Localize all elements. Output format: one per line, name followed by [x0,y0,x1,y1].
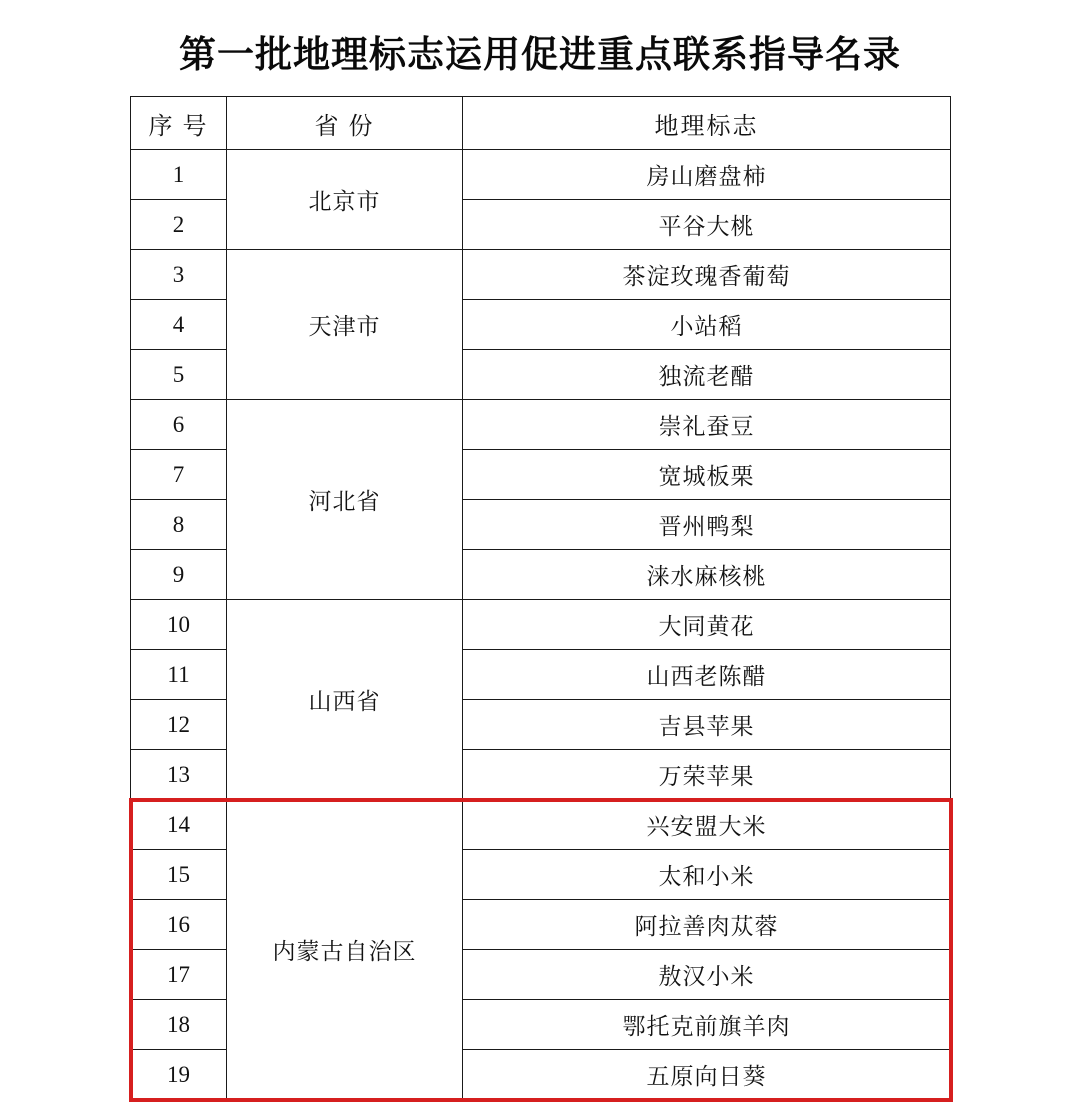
cell-index: 18 [131,1000,227,1050]
cell-geographical-indication: 五原向日葵 [463,1050,951,1100]
cell-index: 5 [131,350,227,400]
cell-index: 7 [131,450,227,500]
table-header-row [131,97,951,150]
cell-geographical-indication: 崇礼蚕豆 [463,400,951,450]
cell-geographical-indication: 敖汉小米 [463,950,951,1000]
table-container [130,96,950,1100]
cell-geographical-indication: 宽城板栗 [463,450,951,500]
cell-province: 北京市 [227,150,463,250]
cell-index: 16 [131,900,227,950]
cell-geographical-indication: 房山磨盘柿 [463,150,951,200]
column-header-gi: 地理标志 [463,97,951,150]
cell-index: 6 [131,400,227,450]
cell-index: 4 [131,300,227,350]
cell-geographical-indication: 鄂托克前旗羊肉 [463,1000,951,1050]
cell-index: 3 [131,250,227,300]
page-title: 第一批地理标志运用促进重点联系指导名录 [179,35,901,76]
cell-index: 15 [131,850,227,900]
cell-geographical-indication: 太和小米 [463,850,951,900]
table-header [131,97,951,150]
cell-index: 11 [131,650,227,700]
table-body [131,150,951,1100]
cell-index: 14 [131,800,227,850]
cell-province: 天津市 [227,250,463,400]
cell-index: 1 [131,150,227,200]
cell-index: 10 [131,600,227,650]
cell-geographical-indication: 独流老醋 [463,350,951,400]
cell-index: 12 [131,700,227,750]
cell-index: 19 [131,1050,227,1100]
table-row [131,250,951,300]
cell-geographical-indication: 万荣苹果 [463,750,951,800]
cell-province: 内蒙古自治区 [227,800,463,1100]
geographical-indication-table [130,96,951,1100]
cell-geographical-indication: 山西老陈醋 [463,650,951,700]
cell-province: 山西省 [227,600,463,800]
cell-geographical-indication: 平谷大桃 [463,200,951,250]
column-header-province: 省 份 [227,97,463,150]
table-row [131,400,951,450]
cell-geographical-indication: 小站稻 [463,300,951,350]
cell-index: 8 [131,500,227,550]
document-page [0,24,1080,1104]
cell-index: 17 [131,950,227,1000]
column-header-index: 序 号 [131,97,227,150]
table-row [131,800,951,850]
table-row [131,600,951,650]
cell-index: 13 [131,750,227,800]
cell-index: 9 [131,550,227,600]
cell-province: 河北省 [227,400,463,600]
table-row [131,150,951,200]
cell-geographical-indication: 兴安盟大米 [463,800,951,850]
cell-geographical-indication: 涞水麻核桃 [463,550,951,600]
cell-geographical-indication: 晋州鸭梨 [463,500,951,550]
cell-geographical-indication: 阿拉善肉苁蓉 [463,900,951,950]
cell-index: 2 [131,200,227,250]
cell-geographical-indication: 大同黄花 [463,600,951,650]
cell-geographical-indication: 茶淀玫瑰香葡萄 [463,250,951,300]
cell-geographical-indication: 吉县苹果 [463,700,951,750]
